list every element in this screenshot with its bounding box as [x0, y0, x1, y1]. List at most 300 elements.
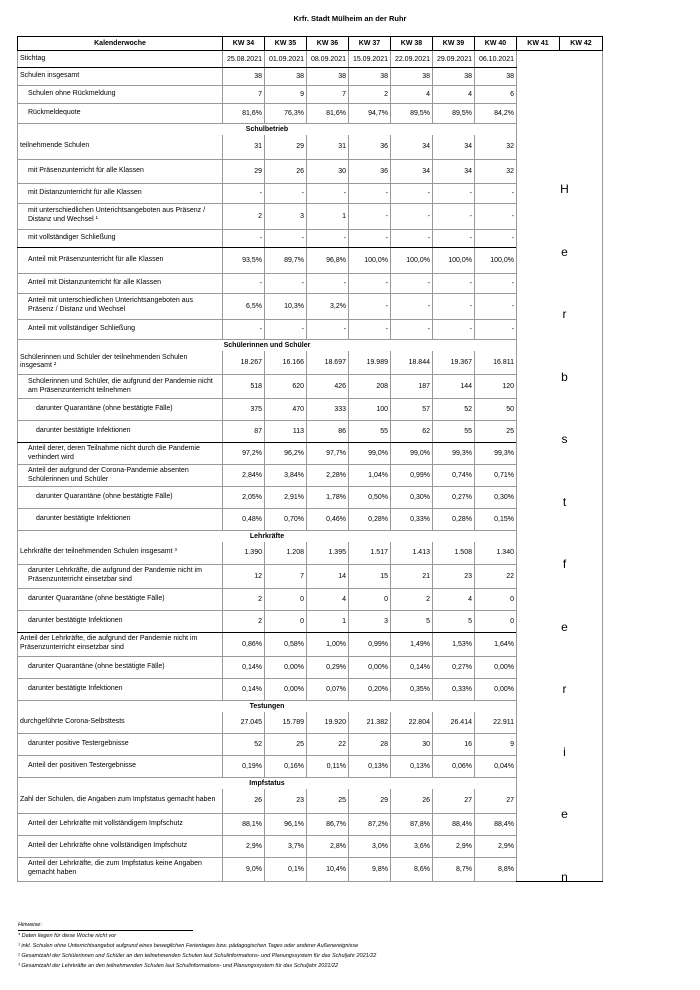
table-row [18, 734, 603, 756]
table-row [18, 465, 603, 487]
table-cell: - [265, 273, 307, 293]
table-cell: 0,00% [265, 678, 307, 700]
table-cell: 2,8% [307, 835, 349, 857]
table-cell: 0,33% [391, 509, 433, 531]
table-cell: 99,3% [475, 443, 517, 465]
table-cell: 1 [307, 203, 349, 229]
table-cell: 2,9% [433, 835, 475, 857]
table-cell: 1.390 [223, 542, 265, 564]
holiday-letter: n [561, 869, 568, 884]
table-cell: 25 [265, 734, 307, 756]
table-cell: 2 [349, 86, 391, 104]
table-cell: 1.340 [475, 542, 517, 564]
table-row [18, 443, 603, 465]
table-cell: 10,3% [265, 293, 307, 319]
table-cell: - [307, 319, 349, 339]
table-row [18, 375, 603, 399]
table-cell: 0,30% [391, 487, 433, 509]
notes-heading: Hinweise: [18, 920, 193, 931]
table-cell: 29 [349, 789, 391, 813]
week-header: KW 42 [560, 37, 603, 51]
table-cell: 0,20% [349, 678, 391, 700]
table-cell: 87 [223, 421, 265, 443]
row-label: mit Distanzunterricht für alle Klassen [18, 183, 223, 203]
table-cell: - [475, 293, 517, 319]
table-cell: 19.367 [433, 351, 475, 375]
row-label: Anteil der Lehrkräfte ohne vollständigen Impfschutz [18, 835, 223, 857]
table-cell: 8,7% [433, 857, 475, 881]
table-cell: 2 [223, 610, 265, 632]
table-cell: - [433, 273, 475, 293]
row-label: darunter bestätigte Infektionen [18, 421, 223, 443]
table-cell: 34 [433, 159, 475, 183]
table-cell: 100 [349, 399, 391, 421]
table-cell: 0,13% [391, 756, 433, 778]
table-cell: 29 [265, 135, 307, 159]
table-cell: 87,2% [349, 813, 391, 835]
table-row [18, 293, 603, 319]
table-cell: 4 [307, 588, 349, 610]
table-cell: 10,4% [307, 857, 349, 881]
table-cell: 99,0% [391, 443, 433, 465]
table-cell: 89,5% [391, 104, 433, 124]
table-cell: 31 [223, 135, 265, 159]
footnote: ² Gesamtzahl der Schülerinnen und Schüler an den teilnehmenden Schulen laut Schulinformations- und Planungssystem für das Schuljahr 2021/22 [18, 953, 377, 959]
row-label: mit vollständiger Schließung [18, 229, 223, 247]
row-label: Anteil mit Distanzunterricht für alle Klassen [18, 273, 223, 293]
table-cell: - [349, 273, 391, 293]
week-header: KW 41 [517, 37, 560, 51]
table-cell: 29 [223, 159, 265, 183]
row-label: mit Präsenzunterricht für alle Klassen [18, 159, 223, 183]
row-label: Anteil mit vollständiger Schließung [18, 319, 223, 339]
table-cell: - [475, 203, 517, 229]
table-cell: 1,00% [307, 632, 349, 656]
table-cell: 14 [307, 564, 349, 588]
week-header: KW 36 [307, 37, 349, 51]
footnote: * Daten liegen für diese Woche nicht vor [18, 933, 117, 939]
table-cell: 0,29% [307, 656, 349, 678]
footnote: ¹ inkl. Schulen ohne Unterrichtsangebot aufgrund eines beweglichen Ferientages bzw. pädagogischen Tages oder anderer Außenereignisse [18, 943, 359, 949]
table-cell: 15 [349, 564, 391, 588]
table-cell: 38 [265, 68, 307, 86]
table-cell: 9 [265, 86, 307, 104]
table-cell: 0,71% [475, 465, 517, 487]
table-cell: 620 [265, 375, 307, 399]
table-cell: 81,6% [307, 104, 349, 124]
table-cell: 2,84% [223, 465, 265, 487]
table-cell: 34 [433, 135, 475, 159]
table-cell: 26 [391, 789, 433, 813]
row-label: Anteil derer, deren Teilnahme nicht durch die Pandemie verhindert wird [18, 443, 223, 465]
section-row [18, 531, 603, 543]
table-cell: 2,9% [475, 835, 517, 857]
table-cell: 86 [307, 421, 349, 443]
row-label: darunter Quarantäne (ohne bestätigte Fälle) [18, 656, 223, 678]
section-row [18, 778, 603, 790]
table-cell: 88,1% [223, 813, 265, 835]
table-cell: 8,8% [475, 857, 517, 881]
table-cell: 0,06% [433, 756, 475, 778]
table-row [18, 229, 603, 247]
table-cell: 86,7% [307, 813, 349, 835]
table-cell: 25 [307, 789, 349, 813]
holiday-letter: e [561, 244, 568, 259]
table-cell: 3,84% [265, 465, 307, 487]
table-cell: 0,99% [349, 632, 391, 656]
table-cell: 7 [307, 86, 349, 104]
table-cell: 1,64% [475, 632, 517, 656]
table-cell: 30 [391, 734, 433, 756]
table-cell: 62 [391, 421, 433, 443]
table-cell: - [391, 229, 433, 247]
table-cell: 6,5% [223, 293, 265, 319]
table-cell: 26.414 [433, 712, 475, 734]
table-cell: - [223, 229, 265, 247]
table-cell: 93,5% [223, 247, 265, 273]
table-cell: 0,58% [265, 632, 307, 656]
week-header: KW 39 [433, 37, 475, 51]
table-cell: 96,8% [307, 247, 349, 273]
table-cell: 25 [475, 421, 517, 443]
table-cell: 0,28% [349, 509, 391, 531]
table-cell: - [391, 293, 433, 319]
table-cell: 2,28% [307, 465, 349, 487]
section-row [18, 124, 603, 136]
table-cell: 52 [223, 734, 265, 756]
table-cell: 97,2% [223, 443, 265, 465]
week-header: KW 35 [265, 37, 307, 51]
row-label: teilnehmende Schulen [18, 135, 223, 159]
row-label: Anteil der positiven Testergebnisse [18, 756, 223, 778]
table-cell: 23 [265, 789, 307, 813]
table-cell: 2 [223, 203, 265, 229]
row-label: Schülerinnen und Schüler der teilnehmenden Schulen insgesamt ² [18, 351, 223, 375]
table-cell: 99,0% [349, 443, 391, 465]
table-row [18, 857, 603, 881]
holiday-letter: e [561, 807, 568, 821]
table-cell: 4 [433, 86, 475, 104]
table-cell: 21.382 [349, 712, 391, 734]
table-cell: - [433, 203, 475, 229]
table-cell: 0,14% [391, 656, 433, 678]
table-row [18, 564, 603, 588]
row-label: mit unterschiedlichen Unterichtsangeboten aus Präsenz / Distanz und Wechsel ¹ [18, 203, 223, 229]
table-cell: 38 [223, 68, 265, 86]
table-cell: 0,15% [475, 509, 517, 531]
table-row [18, 68, 603, 86]
table-cell: 15.789 [265, 712, 307, 734]
table-cell: 38 [475, 68, 517, 86]
table-cell: 3,6% [391, 835, 433, 857]
table-row [18, 756, 603, 778]
table-row [18, 835, 603, 857]
table-row [18, 104, 603, 124]
table-row [18, 273, 603, 293]
table-cell: 81,6% [223, 104, 265, 124]
table-cell: 144 [433, 375, 475, 399]
table-row [18, 86, 603, 104]
row-label: darunter positive Testergebnisse [18, 734, 223, 756]
table-cell: - [349, 293, 391, 319]
table-cell: - [433, 293, 475, 319]
table-cell: 0,07% [307, 678, 349, 700]
table-cell: 470 [265, 399, 307, 421]
table-cell: 22.911 [475, 712, 517, 734]
table-cell: 2,91% [265, 487, 307, 509]
table-cell: 22.804 [391, 712, 433, 734]
table-cell: 518 [223, 375, 265, 399]
table-cell: 31 [307, 135, 349, 159]
table-cell: 9,0% [223, 857, 265, 881]
table-cell: 0,33% [433, 678, 475, 700]
table-cell: 22 [475, 564, 517, 588]
row-label: darunter Quarantäne (ohne bestätigte Fälle) [18, 399, 223, 421]
table-cell: 36 [349, 159, 391, 183]
table-row [18, 183, 603, 203]
table-cell: 3 [265, 203, 307, 229]
table-cell: - [475, 183, 517, 203]
table-row [18, 51, 603, 68]
table-cell: 0,50% [349, 487, 391, 509]
table-cell: 113 [265, 421, 307, 443]
table-cell: 0,28% [433, 509, 475, 531]
row-label: Anteil der Lehrkräfte, die aufgrund der Pandemie nicht im Präsenzunterricht einsetzbar sind [18, 632, 223, 656]
week-header: KW 40 [475, 37, 517, 51]
table-cell: 1.208 [265, 542, 307, 564]
table-cell: 2 [223, 588, 265, 610]
table-cell: 0,74% [433, 465, 475, 487]
holiday-letter: r [562, 682, 567, 696]
table-cell: 22 [307, 734, 349, 756]
table-cell: 1.413 [391, 542, 433, 564]
table-row [18, 319, 603, 339]
table-cell: 32 [475, 135, 517, 159]
header-row [18, 37, 603, 51]
table-row [18, 159, 603, 183]
table-cell: 19.920 [307, 712, 349, 734]
table-cell: 0,00% [475, 656, 517, 678]
table-cell: 4 [391, 86, 433, 104]
table-cell: - [475, 273, 517, 293]
section-row [18, 700, 603, 712]
table-cell: 0,30% [475, 487, 517, 509]
row-label: Anteil der Lehrkräfte, die zum Impfstatus keine Angaben gemacht haben [18, 857, 223, 881]
table-cell: - [223, 183, 265, 203]
row-label: darunter bestätigte Infektionen [18, 610, 223, 632]
row-label: darunter Quarantäne (ohne bestätigte Fälle) [18, 487, 223, 509]
table-cell: 0,00% [265, 656, 307, 678]
table-cell: 38 [391, 68, 433, 86]
table-row [18, 351, 603, 375]
table-cell: 0,11% [307, 756, 349, 778]
table-cell: 9,8% [349, 857, 391, 881]
table-cell: 15.09.2021 [349, 51, 391, 68]
table-cell: 1.517 [349, 542, 391, 564]
table-cell: 27 [433, 789, 475, 813]
table-cell: 3,0% [349, 835, 391, 857]
table-cell: 100,0% [433, 247, 475, 273]
table-cell: 100,0% [391, 247, 433, 273]
table-cell: 1,04% [349, 465, 391, 487]
table-cell: 38 [349, 68, 391, 86]
table-cell: 1.395 [307, 542, 349, 564]
table-cell: 0,14% [223, 656, 265, 678]
table-cell: 1,49% [391, 632, 433, 656]
table-cell: 0,00% [475, 678, 517, 700]
table-cell: - [391, 183, 433, 203]
table-cell: 0,86% [223, 632, 265, 656]
row-label: darunter bestätigte Infektionen [18, 509, 223, 531]
table-cell: 6 [475, 86, 517, 104]
row-label: Schulen ohne Rückmeldung [18, 86, 223, 104]
table-cell: 0 [265, 610, 307, 632]
table-cell: 99,3% [433, 443, 475, 465]
table-row [18, 813, 603, 835]
table-cell: - [475, 229, 517, 247]
table-cell: 0,46% [307, 509, 349, 531]
table-cell: 27 [475, 789, 517, 813]
table-cell: 3 [349, 610, 391, 632]
section-heading: Testungen [18, 700, 517, 712]
holiday-letter: H [560, 182, 569, 196]
table-cell: 187 [391, 375, 433, 399]
table-cell: 16.811 [475, 351, 517, 375]
table-cell: 88,4% [475, 813, 517, 835]
week-header: KW 37 [349, 37, 391, 51]
table-row [18, 789, 603, 813]
table-cell: 0,48% [223, 509, 265, 531]
section-row [18, 339, 603, 351]
holiday-letter: r [562, 307, 567, 321]
table-cell: - [223, 319, 265, 339]
table-cell: 2,9% [223, 835, 265, 857]
table-row [18, 203, 603, 229]
table-row [18, 678, 603, 700]
table-cell: 7 [265, 564, 307, 588]
table-cell: 208 [349, 375, 391, 399]
table-cell: 0 [475, 610, 517, 632]
header-label: Kalenderwoche [18, 37, 223, 51]
holiday-letter: e [561, 619, 568, 634]
table-cell: 0,27% [433, 656, 475, 678]
table-cell: 100,0% [349, 247, 391, 273]
row-label: Lehrkräfte der teilnehmenden Schulen insgesamt ³ [18, 542, 223, 564]
table-cell: 88,4% [433, 813, 475, 835]
table-cell: 1,78% [307, 487, 349, 509]
table-cell: 25.08.2021 [223, 51, 265, 68]
row-label: Zahl der Schulen, die Angaben zum Impfstatus gemacht haben [18, 789, 223, 813]
table-cell: 89,7% [265, 247, 307, 273]
table-cell: 3,7% [265, 835, 307, 857]
table-cell: - [307, 273, 349, 293]
table-cell: 2 [391, 588, 433, 610]
table-cell: 16 [433, 734, 475, 756]
table-cell: 9 [475, 734, 517, 756]
section-heading: Schulbetrieb [18, 124, 517, 136]
row-label: Anteil mit Präsenzunterricht für alle Klassen [18, 247, 223, 273]
table-cell: 0,14% [223, 678, 265, 700]
table-cell: 22.09.2021 [391, 51, 433, 68]
holiday-letter: s [561, 432, 568, 446]
table-cell: 30 [307, 159, 349, 183]
footnote: ³ Gesamtzahl der Lehrkräfte an den teilnehmenden Schulen laut Schulinformations- und Planungssystem für das Schuljahr 2021/22 [18, 963, 339, 969]
table-cell: 375 [223, 399, 265, 421]
table-cell: 4 [433, 588, 475, 610]
document-title: Krfr. Stadt Mülheim an der Ruhr [293, 14, 407, 23]
table-cell: 12 [223, 564, 265, 588]
table-cell: 50 [475, 399, 517, 421]
table-cell: 26 [223, 789, 265, 813]
table-cell: 94,7% [349, 104, 391, 124]
table-cell: 52 [433, 399, 475, 421]
table-cell: 27.045 [223, 712, 265, 734]
table-cell: - [349, 203, 391, 229]
table-cell: 01.09.2021 [265, 51, 307, 68]
table-row [18, 487, 603, 509]
row-label: Stichtag [18, 51, 223, 68]
table-cell: 0,19% [223, 756, 265, 778]
table-cell: 89,5% [433, 104, 475, 124]
table-row [18, 610, 603, 632]
table-cell: 0 [475, 588, 517, 610]
table-cell: 84,2% [475, 104, 517, 124]
holiday-letter: t [562, 494, 567, 509]
table-cell: 76,3% [265, 104, 307, 124]
table-cell: 2,05% [223, 487, 265, 509]
table-row [18, 588, 603, 610]
table-cell: 19.989 [349, 351, 391, 375]
table-cell: 16.166 [265, 351, 307, 375]
table-cell: 0,1% [265, 857, 307, 881]
table-cell: - [391, 273, 433, 293]
table-cell: 38 [307, 68, 349, 86]
table-cell: 120 [475, 375, 517, 399]
table-cell: 18.697 [307, 351, 349, 375]
table-cell: 21 [391, 564, 433, 588]
row-label: Anteil der Lehrkräfte mit vollständigem Impfschutz [18, 813, 223, 835]
week-header: KW 38 [391, 37, 433, 51]
table-cell: 34 [391, 159, 433, 183]
table-cell: 8,6% [391, 857, 433, 881]
table-cell: 97,7% [307, 443, 349, 465]
table-cell: - [223, 273, 265, 293]
row-label: Rückmeldequote [18, 104, 223, 124]
table-cell: 5 [391, 610, 433, 632]
row-label: darunter bestätigte Infektionen [18, 678, 223, 700]
table-cell: 5 [433, 610, 475, 632]
section-heading: Schülerinnen und Schüler [18, 339, 517, 351]
table-cell: 18.267 [223, 351, 265, 375]
table-cell: 7 [223, 86, 265, 104]
table-row [18, 542, 603, 564]
table-cell: 0 [265, 588, 307, 610]
section-heading: Lehrkräfte [18, 531, 517, 543]
table-cell: 1.508 [433, 542, 475, 564]
table-cell: 29.09.2021 [433, 51, 475, 68]
table-cell: 0 [349, 588, 391, 610]
holiday-letter: i [563, 744, 566, 759]
section-heading: Impfstatus [18, 778, 517, 790]
holiday-letter: b [561, 369, 568, 384]
row-label: darunter Lehrkräfte, die aufgrund der Pandemie nicht im Präsenzunterricht einsetzbar sind [18, 564, 223, 588]
row-label: Schulen insgesamt [18, 68, 223, 86]
table-cell: 36 [349, 135, 391, 159]
table-cell: 18.844 [391, 351, 433, 375]
table-row [18, 247, 603, 273]
table-cell: 0,99% [391, 465, 433, 487]
table-cell: - [265, 183, 307, 203]
